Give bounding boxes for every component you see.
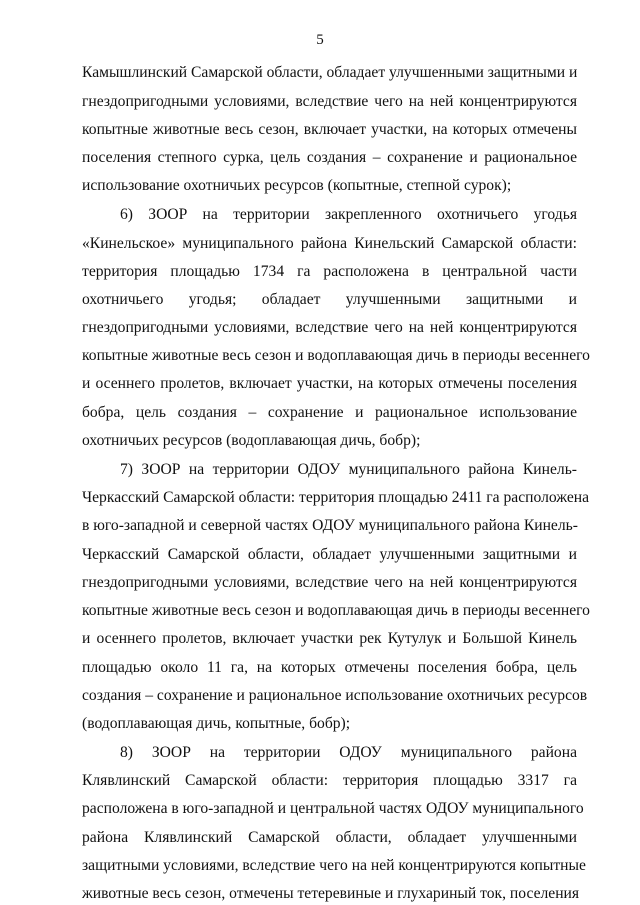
list-item-8-first-line: 8) ЗООР на территории ОДОУ муниципального района [120,744,577,761]
text-line: площадью около 11 га, на которых отмечены поселения бобра, цель [82,659,577,676]
text-line: защитными условиями, вследствие чего на ней концентрируются копытные [82,857,586,874]
text-line: охотничьего угодья; обладает улучшенными защитными и [82,291,577,308]
list-item-7-first-line: 7) ЗООР на территории ОДОУ муниципального района Кинель- [120,461,577,478]
text-line: в юго-западной и северной частях ОДОУ муниципального района Кинель- [82,517,578,534]
text-line: бобра, цель создания – сохранение и рациональное использование [82,404,577,421]
text-line: территория площадью 1734 га расположена в центральной части [82,263,577,280]
text-line: (водоплавающая дичь, копытные, бобр); [82,715,351,732]
text-line: гнездопригодными условиями, вследствие чего на ней концентрируются [82,574,577,591]
text-line: животные весь сезон, отмечены тетеревиные и глухариный ток, поселения [82,885,580,902]
text-line: «Кинельское» муниципального района Кинельский Самарской области: [82,235,577,252]
text-line: района Клявлинский Самарской области, обладает улучшенными [82,829,577,846]
text-line: копытные животные весь сезон и водоплавающая дичь в периоды весеннего [82,347,590,364]
text-line: и осеннего пролетов, включает участки, на которых отмечены поселения [82,375,577,392]
text-line: Клявлинский Самарской области: территория площадью 3317 га [82,772,577,789]
text-line: использование охотничьих ресурсов (копытные, степной сурок); [82,177,512,194]
text-line: расположена в юго-западной и центральной частях ОДОУ муниципального [82,800,584,817]
text-line: копытные животные весь сезон, включает участки, на которых отмечены [82,121,577,138]
page-number: 5 [316,32,324,48]
text-line: копытные животные весь сезон и водоплавающая дичь в периоды весеннего [82,602,590,619]
text-line: охотничьих ресурсов (водоплавающая дичь, бобр); [82,432,421,449]
list-item-6-first-line: 6) ЗООР на территории закрепленного охотничьего угодья [120,206,577,223]
text-line: и осеннего пролетов, включает участки рек Кутулук и Большой Кинель [82,630,577,647]
text-line: Камышлинский Самарской области, обладает улучшенными защитными и [82,64,578,81]
text-line: гнездопригодными условиями, вследствие чего на ней концентрируются [82,93,577,110]
text-line: Черкасский Самарской области: территория площадью 2411 га расположена [82,489,590,506]
text-line: поселения степного сурка, цель создания – сохранение и рациональное [82,149,577,166]
text-line: гнездопригодными условиями, вследствие чего на ней концентрируются [82,319,577,336]
text-line: создания – сохранение и рациональное использование охотничьих ресурсов [82,687,588,704]
text-line: Черкасский Самарской области, обладает улучшенными защитными и [82,546,577,563]
